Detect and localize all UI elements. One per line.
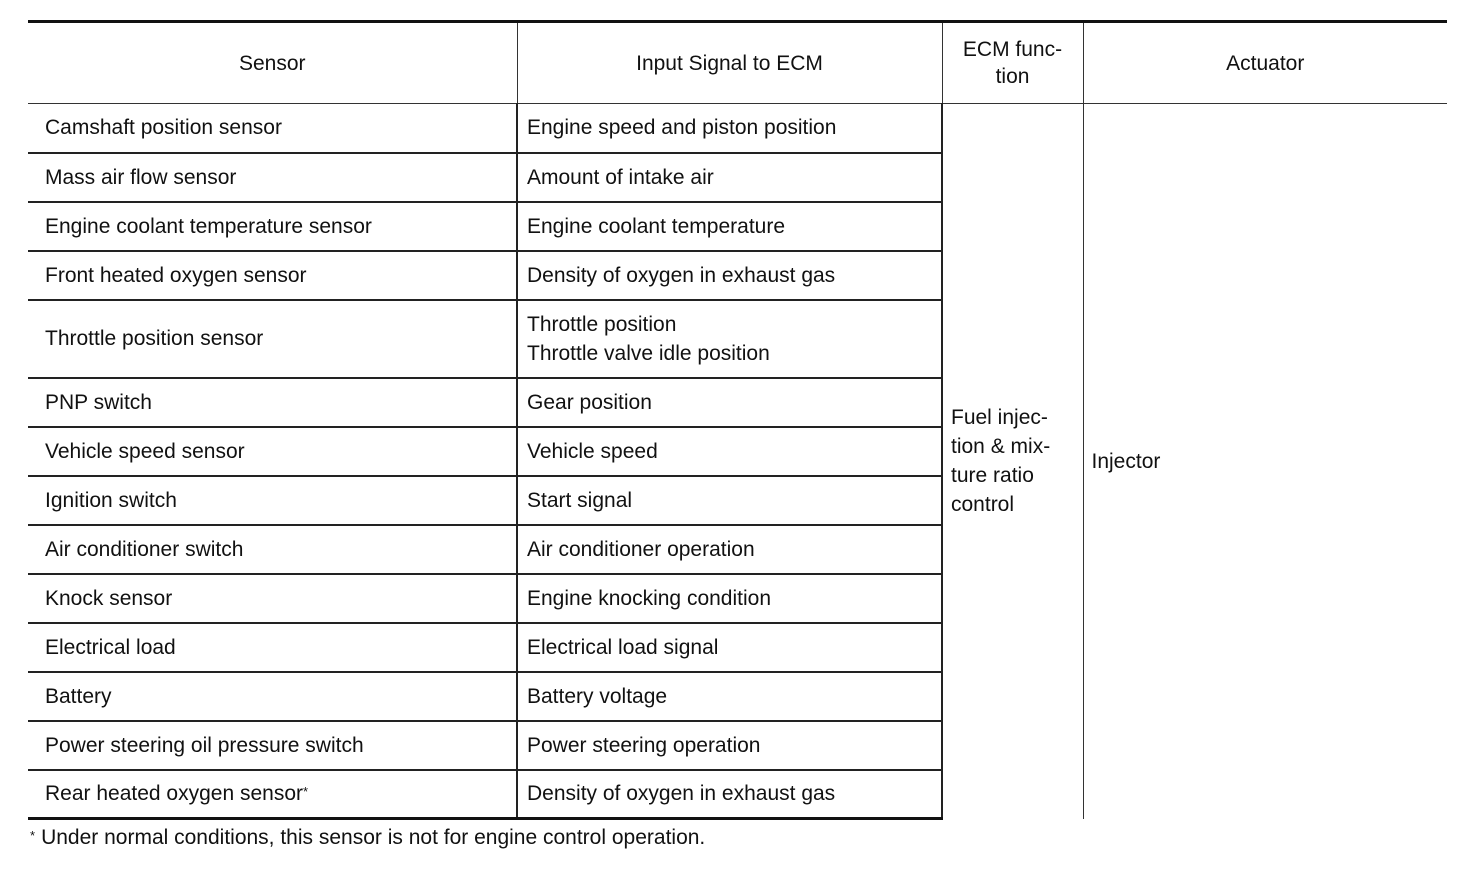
- header-ecm-function-text: ECM func- tion: [962, 38, 1063, 88]
- sensor-name: Air conditioner switch: [45, 537, 244, 561]
- input-signal-text: Throttle position: [527, 312, 677, 336]
- table-row: [28, 104, 1447, 153]
- ecm-function-text: Fuel injec-: [951, 406, 1048, 430]
- sensor-name: Mass air flow sensor: [45, 165, 237, 189]
- input-signal-text: Gear position: [527, 390, 652, 414]
- input-signal-text: Start signal: [527, 488, 633, 512]
- sensor-name: Ignition switch: [45, 488, 177, 512]
- input-signal-cell: [517, 300, 942, 378]
- input-signal-cell: [517, 153, 942, 202]
- input-signal-text: Amount of intake air: [527, 165, 714, 189]
- sensor-ecm-table: [28, 20, 1447, 820]
- sensor-cell: [28, 721, 517, 770]
- sensor-name: Rear heated oxygen sensor: [45, 782, 303, 806]
- ecm-function-cell: [942, 104, 1083, 819]
- input-signal-cell: [517, 721, 942, 770]
- input-signal-cell: [517, 672, 942, 721]
- header-ecm-function: [942, 22, 1083, 104]
- input-signal-cell: [517, 202, 942, 251]
- sensor-name: Knock sensor: [45, 586, 173, 610]
- sensor-footnote-mark: *: [303, 784, 309, 800]
- input-signal-cell: [517, 770, 942, 819]
- actuator-cell: [1083, 104, 1447, 819]
- input-signal-text: Density of oxygen in exhaust gas: [527, 782, 836, 806]
- sensor-cell: [28, 378, 517, 427]
- ecm-function-text: ture ratio: [951, 464, 1034, 488]
- input-signal-text: Air conditioner operation: [527, 537, 755, 561]
- sensor-name: Battery: [45, 684, 112, 708]
- input-signal-cell: [517, 476, 942, 525]
- sensor-cell: [28, 476, 517, 525]
- sensor-name: Vehicle speed sensor: [45, 439, 245, 463]
- table-header-row: [28, 22, 1447, 104]
- input-signal-cell: [517, 104, 942, 153]
- input-signal-text: Power steering operation: [527, 733, 761, 757]
- ecm-function-text: control: [951, 493, 1015, 517]
- sensor-cell: [28, 574, 517, 623]
- sensor-name: PNP switch: [45, 390, 152, 414]
- input-signal-text: Battery voltage: [527, 684, 668, 708]
- sensor-name: Front heated oxygen sensor: [45, 263, 307, 287]
- sensor-name: Power steering oil pressure switch: [45, 733, 364, 757]
- input-signal-cell: [517, 525, 942, 574]
- input-signal-text: Electrical load signal: [527, 635, 719, 659]
- sensor-name: Throttle position sensor: [45, 327, 264, 350]
- sensor-cell: [28, 770, 517, 819]
- input-signal-cell: [517, 378, 942, 427]
- ecm-function-text: tion & mix-: [951, 435, 1051, 459]
- input-signal-cell: [517, 574, 942, 623]
- header-actuator: Actuator: [1083, 22, 1447, 104]
- input-signal-cell: [517, 251, 942, 300]
- header-sensor: Sensor: [28, 22, 517, 104]
- sensor-cell: [28, 525, 517, 574]
- sensor-cell: [28, 427, 517, 476]
- table-body: [28, 104, 1447, 819]
- input-signal-cell: [517, 623, 942, 672]
- sensor-name: Camshaft position sensor: [45, 116, 282, 140]
- sensor-name: Engine coolant temperature sensor: [45, 214, 372, 238]
- footnote-text: Under normal conditions, this sensor is not for engine control operation.: [41, 826, 706, 849]
- input-signal-text: Throttle valve idle position: [527, 341, 770, 365]
- header-input-signal: Input Signal to ECM: [517, 22, 942, 104]
- input-signal-text: Density of oxygen in exhaust gas: [527, 263, 836, 287]
- sensor-ecm-table-container: [28, 20, 1447, 820]
- sensor-cell: [28, 251, 517, 300]
- input-signal-text: Engine speed and piston position: [527, 116, 837, 140]
- footnote: [30, 826, 705, 850]
- sensor-cell: [28, 202, 517, 251]
- sensor-cell: [28, 672, 517, 721]
- sensor-cell: [28, 104, 517, 153]
- sensor-cell: [28, 623, 517, 672]
- footnote-mark: *: [30, 828, 36, 843]
- sensor-cell: [28, 153, 517, 202]
- input-signal-cell: [517, 427, 942, 476]
- sensor-name: Electrical load: [45, 635, 176, 659]
- actuator-text: Injector: [1091, 449, 1161, 473]
- input-signal-text: Engine coolant temperature: [527, 214, 785, 238]
- sensor-cell: [28, 300, 517, 378]
- input-signal-text: Vehicle speed: [527, 439, 658, 463]
- input-signal-text: Engine knocking condition: [527, 586, 772, 610]
